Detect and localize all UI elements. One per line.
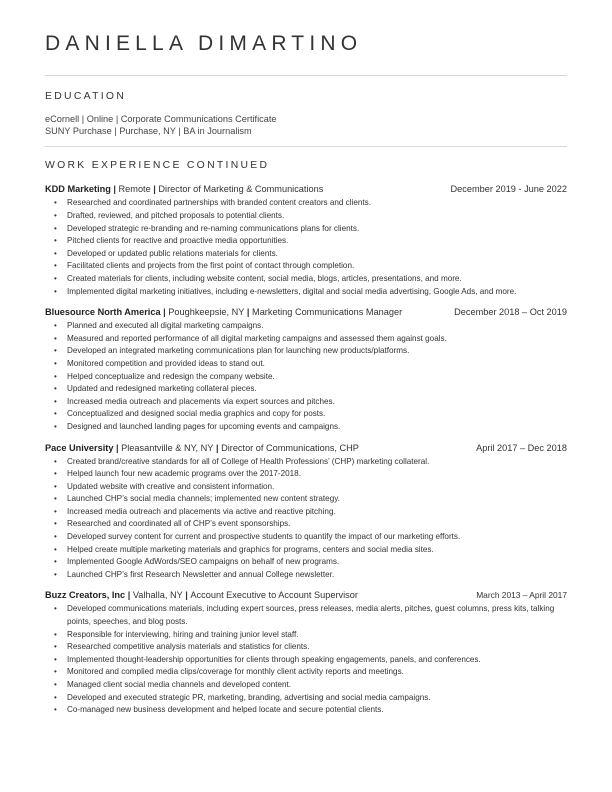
job-role: Account Executive to Account Supervisor [190, 590, 358, 601]
bullet-item: • Monitored competition and provided ideas to stand out. [67, 358, 567, 371]
bullet-item: • Measured and reported performance of all digital marketing campaigns and assessed them against goals. [67, 333, 567, 346]
bullet-item: • Helped conceptualize and redesign the company website. [67, 371, 567, 384]
job-location: Poughkeepsie, NY [168, 307, 245, 318]
job-header [45, 183, 567, 195]
divider [45, 146, 567, 147]
education-list [45, 113, 567, 137]
job-company: Pace University [45, 442, 114, 453]
job-entry [45, 183, 567, 298]
bullet-item: • Implemented digital marketing initiatives, including e-newsletters, digital and social media advertising, Google Ads, and more. [67, 286, 567, 299]
job-dates: December 2019 - June 2022 [450, 184, 567, 195]
bullet-item: • Responsible for interviewing, hiring and training junior level staff. [67, 629, 567, 642]
job-bullets [45, 197, 567, 298]
bullet-item: • Researched competitive analysis materials and statistics for clients. [67, 641, 567, 654]
job-entry [45, 589, 567, 716]
education-line: eCornell | Online | Corporate Communications Certificate [45, 114, 277, 124]
job-separator: | [160, 307, 169, 318]
job-header [45, 589, 567, 601]
education-heading: EDUCATION [45, 91, 127, 102]
bullet-item: • Co-managed new business development and helped locate and secure potential clients. [67, 704, 567, 717]
bullet-item: • Created brand/creative standards for all of College of Health Professions’ (CHP) marketing collateral. [67, 456, 567, 469]
job-title-line [45, 183, 323, 195]
job-separator: | [110, 184, 119, 195]
bullet-item: • Developed communications materials, including expert sources, press releases, media alerts, pitches, guest columns, press kits, talking points, speeches, and blog posts. [67, 603, 567, 628]
bullet-item: • Launched CHP’s social media channels; implemented new content strategy. [67, 493, 567, 506]
bullet-item: • Developed and executed strategic PR, marketing, branding, advertising and social media campaigns. [67, 692, 567, 705]
job-bullets [45, 456, 567, 582]
job-role: Director of Marketing & Communications [158, 184, 324, 195]
bullet-item: • Increased media outreach and placements via active and reactive pitching. [67, 506, 567, 519]
job-dates: December 2018 – Oct 2019 [454, 307, 567, 318]
bullet-item: • Drafted, reviewed, and pitched proposals to potential clients. [67, 210, 567, 223]
job-entry [45, 442, 567, 582]
job-bullets [45, 603, 567, 716]
bullet-item: • Created materials for clients, including website content, social media, blogs, articles, presentations, and more. [67, 273, 567, 286]
bullet-item: • Increased media outreach and placements via expert sources and pitches. [67, 396, 567, 409]
bullet-item: • Launched CHP’s first Research Newsletter and annual College newsletter. [67, 569, 567, 582]
bullet-item: • Implemented thought-leadership opportunities for clients through speaking engagements, panels, and conferences. [67, 654, 567, 667]
bullet-item: • Monitored and complied media clips/coverage for monthly client activity reports and meetings. [67, 666, 567, 679]
job-list [45, 183, 567, 716]
job-separator: | [182, 590, 191, 601]
job-title-line [45, 442, 359, 454]
bullet-item: • Planned and executed all digital marketing campaigns. [67, 320, 567, 333]
job-separator: | [113, 442, 122, 453]
job-location: Pleasantville & NY, NY [121, 442, 214, 453]
job-company: Buzz Creators, Inc [45, 590, 126, 601]
job-separator: | [150, 184, 159, 195]
bullet-item: • Implemented Google AdWords/SEO campaigns on behalf of new programs. [67, 556, 567, 569]
bullet-item: • Developed or updated public relations materials for clients. [67, 248, 567, 261]
candidate-name: DANIELLA DIMARTINO [45, 32, 363, 55]
divider [45, 75, 567, 76]
job-header [45, 306, 567, 318]
job-separator: | [125, 590, 133, 601]
bullet-item: • Developed an integrated marketing communications plan for launching new products/platforms. [67, 345, 567, 358]
job-company: KDD Marketing [45, 184, 111, 195]
job-title-line [45, 589, 358, 601]
bullet-item: • Updated website with creative and consistent information. [67, 481, 567, 494]
bullet-item: • Researched and coordinated partnerships with branded content creators and clients. [67, 197, 567, 210]
job-separator: | [213, 442, 222, 453]
job-header [45, 442, 567, 454]
work-experience-heading: WORK EXPERIENCE CONTINUED [45, 160, 270, 172]
job-separator: | [244, 307, 253, 318]
bullet-item: • Pitched clients for reactive and proactive media opportunities. [67, 235, 567, 248]
job-title-line [45, 306, 402, 318]
job-entry [45, 306, 567, 433]
bullet-item: • Helped create multiple marketing materials and graphics for programs, centers and social media sites. [67, 544, 567, 557]
bullet-item: • Managed client social media channels and developed content. [67, 679, 567, 692]
bullet-item: • Researched and coordinated all of CHP’s event sponsorships. [67, 518, 567, 531]
job-role: Marketing Communications Manager [252, 307, 403, 318]
bullet-item: • Conceptualized and designed social media graphics and copy for posts. [67, 408, 567, 421]
job-company: Bluesource North America [45, 307, 161, 318]
bullet-item: • Developed survey content for current and prospective students to quantify the impact of our marketing efforts. [67, 531, 567, 544]
bullet-item: • Helped launch four new academic programs over the 2017-2018. [67, 468, 567, 481]
bullet-item: • Designed and launched landing pages for upcoming events and campaigns. [67, 421, 567, 434]
bullet-item: • Facilitated clients and projects from the first point of contact through completion. [67, 260, 567, 273]
job-dates: April 2017 – Dec 2018 [476, 442, 567, 453]
bullet-item: • Updated and redesigned marketing collateral pieces. [67, 383, 567, 396]
job-location: Valhalla, NY [132, 590, 183, 601]
education-line: SUNY Purchase | Purchase, NY | BA in Journalism [45, 126, 252, 137]
bullet-item: • Developed strategic re-branding and re-naming communications plans for clients. [67, 223, 567, 236]
job-role: Director of Communications, CHP [221, 442, 359, 453]
job-dates: March 2013 – April 2017 [476, 590, 567, 601]
job-location: Remote [118, 184, 151, 195]
job-bullets [45, 320, 567, 433]
